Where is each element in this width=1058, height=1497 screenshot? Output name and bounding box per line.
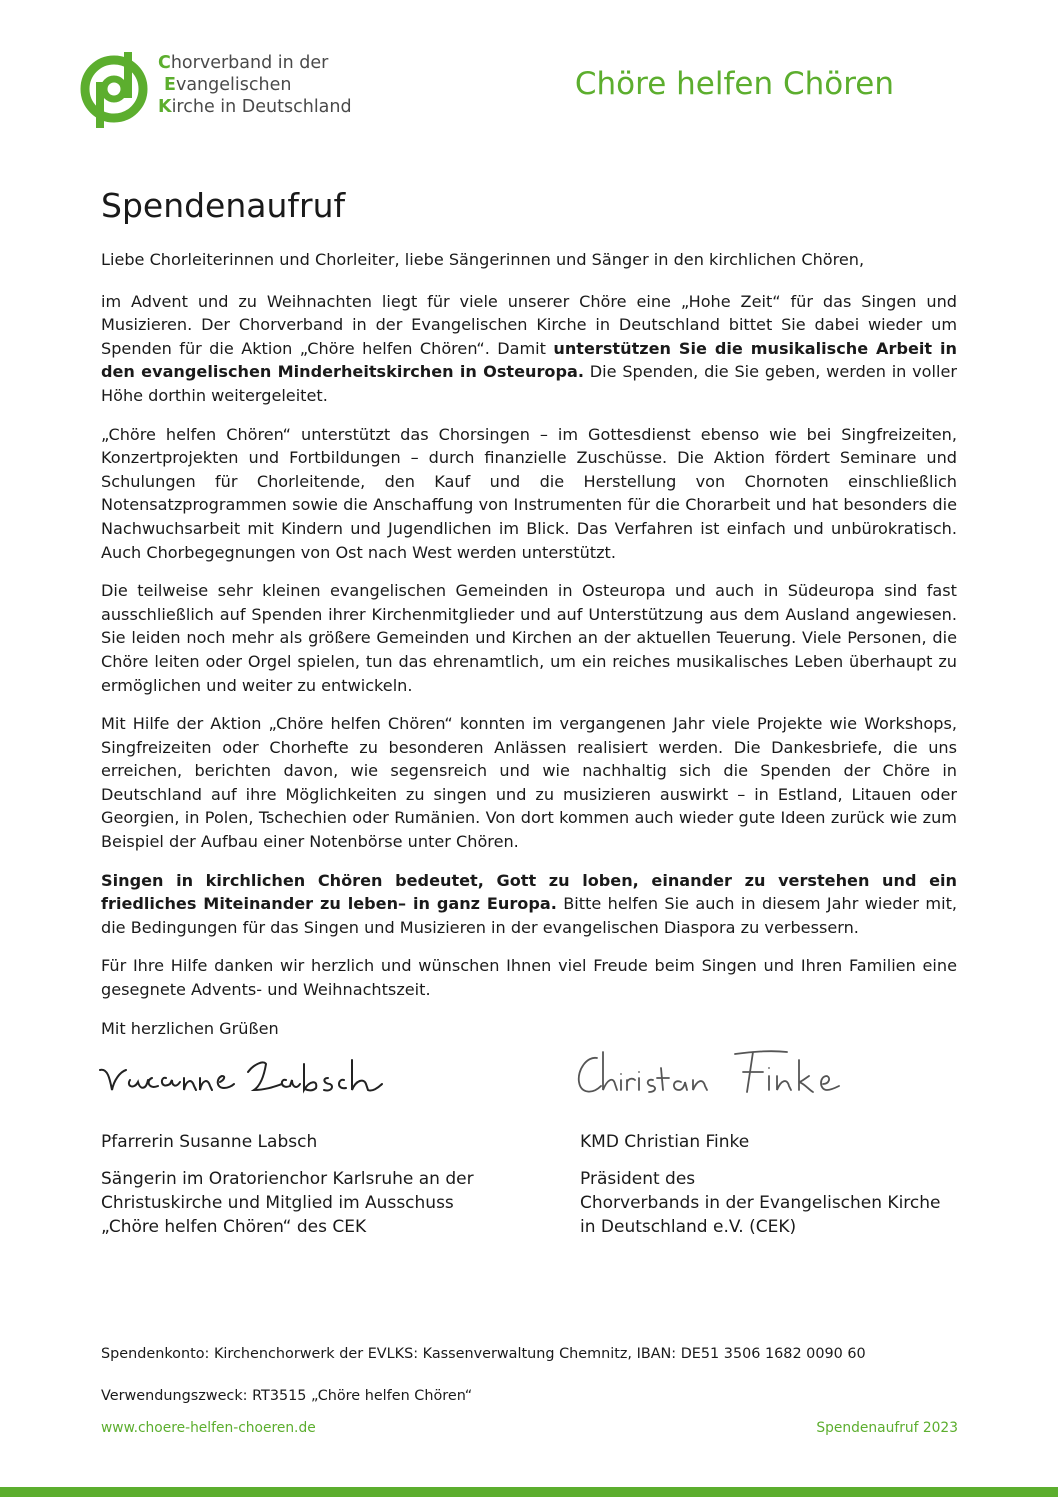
paragraph: Für Ihre Hilfe danken wir herzlich und wünschen Ihnen viel Freude beim Singen und Ihren Familien eine gesegnete Advents- und Weihnachtszeit. [101,956,957,1000]
logo-wordmark [158,52,352,118]
signature-finke [573,1040,853,1110]
page-title: Spendenaufruf [101,186,346,225]
footer-accent-bar [0,1487,1058,1497]
logo-line: Chorverband in der [158,53,329,73]
signatory-name: KMD Christian Finke [580,1132,750,1152]
greeting: Liebe Chorleiterinnen und Chorleiter, liebe Sängerinnen und Sänger in den kirchlichen Chören, [101,250,865,269]
paragraph: „Chöre helfen Chören“ unterstützt das Chorsingen – im Gottesdienst ebenso wie bei Singfreizeiten, Konzertprojekten und Fortbildungen – durch finanzielle Zuschüsse. Die Aktion fördert Seminare und Schulungen für Chorleitende, den Kauf und die Herstellung von Chornoten einschließlich Notensatzprogrammen sowie die Anschaffung von Instrumenten für die Chorarbeit und hat besonders die Nachwuchsarbeit mit Kindern und Jugendlichen im Blick. Das Verfahren ist einfach und unbürokratisch. Auch Chorbegegnungen von Ost nach West werden unterstützt. [101,424,957,562]
closing: Mit herzlichen Grüßen [101,1018,279,1038]
paragraph: Mit Hilfe der Aktion „Chöre helfen Chören“ konnten im vergangenen Jahr viele Projekte wie Workshops, Singfreizeiten oder Chorhefte zu besonderen Anlässen realisiert werden. Die Dankesbriefe, die uns erreichen, berichten davon, wie segensreich und wie nachhaltig sich die Spenden der Chöre in Deutschland auf ihre Möglichkeiten zu singen und zu musizieren auswirkt – in Estland, Litauen oder Georgien, in Polen, Tschechien oder Rumänien. Von dort kommen auch wieder gute Ideen zurück wie zum Beispiel der Aufbau einer Notenbörse unter Chören. [101,714,957,852]
paragraph: Singen in kirchlichen Chören bedeutet, Gott zu loben, einander zu verstehen und ein friedliches Miteinander zu leben– in ganz Europa. Bitte helfen Sie auch in diesem Jahr wieder mit, die Bedingungen für das Singen und Musizieren in der evangelischen Diaspora zu verbessern. [101,870,957,937]
signatory-right [580,1130,1000,1239]
signature-labsch [96,1050,406,1110]
campaign-tagline: Chöre helfen Chören [574,66,894,102]
donation-account: Spendenkonto: Kirchenchorwerk der EVLKS: Kassenverwaltung Chemnitz, IBAN: DE51 3506 1682 0090 60 [101,1346,866,1362]
cek-logo [80,46,370,132]
letter-body [101,248,957,1055]
paragraph: im Advent und zu Weihnachten liegt für viele unserer Chöre eine „Hohe Zeit“ für das Singen und Musizieren. Der Chorverband in der Evangelischen Kirche in Deutschland bittet Sie dabei wieder um Spenden für die Aktion „Chöre helfen Chören“. Damit unterstützen Sie die musikalische Arbeit in den evangelischen Minderheitskirchen in Osteuropa. Die Spenden, die Sie geben, werden in voller Höhe dorthin weitergeleitet. [101,291,957,405]
logo-line: Kirche in Deutschland [158,97,352,117]
signatory-role: Präsident des Chorverbands in der Evangelischen Kirche in Deutschland e.V. (CEK) [580,1169,941,1237]
emphasis: unterstützen Sie die musikalische Arbeit in den evangelischen Minderheitskirchen in Osteuropa. [101,338,957,382]
emphasis: Singen in kirchlichen Chören bedeutet, Gott zu loben, einander zu verstehen und ein friedliches Miteinander zu leben– in ganz Europa. [101,870,957,914]
document-label: Spendenaufruf 2023 [816,1420,958,1436]
website-link[interactable]: www.choere-helfen-choeren.de [101,1420,316,1436]
payment-reference: Verwendungszweck: RT3515 „Chöre helfen Chören“ [101,1388,473,1404]
logo-line: Evangelischen [164,75,292,95]
signatory-role: Sängerin im Oratorienchor Karlsruhe an der Christuskirche und Mitglied im Ausschuss „Chöre helfen Chören“ des CEK [101,1169,474,1237]
cek-logo-icon [80,46,152,132]
signatory-name: Pfarrerin Susanne Labsch [101,1132,318,1152]
paragraph: Die teilweise sehr kleinen evangelischen Gemeinden in Osteuropa und auch in Südeuropa sind fast ausschließlich auf Spenden ihrer Kirchenmitglieder und auf Unterstützung aus dem Ausland angewiesen. Sie leiden noch mehr als größere Gemeinden und Kirchen an der aktuellen Teuerung. Viele Personen, die Chöre leiten oder Orgel spielen, tun das ehrenamtlich, um ein reiches musikalisches Leben überhaupt zu ermöglichen und weiter zu entwickeln. [101,581,957,695]
signatory-left [101,1130,521,1239]
